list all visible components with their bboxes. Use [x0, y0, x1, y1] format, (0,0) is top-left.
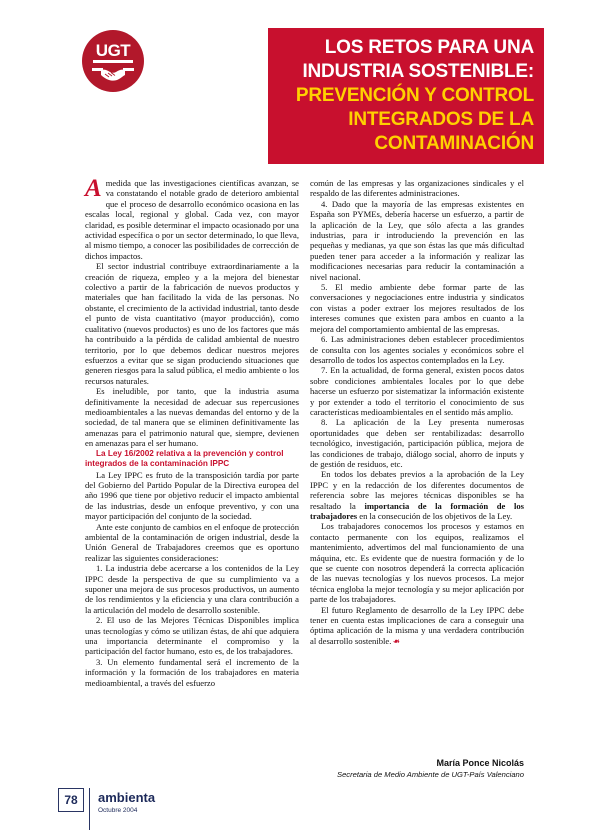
page-number: 78: [58, 788, 84, 812]
article-title-banner: [268, 28, 544, 164]
paragraph-final: [310, 605, 524, 648]
paragraph-text-after: en la consecución de los objetivos de la Ley.: [357, 511, 513, 521]
ugt-logo-acronym: UGT: [95, 41, 131, 60]
right-column: [310, 178, 524, 647]
handshake-icon: [92, 64, 134, 84]
ugt-logo-bar: [93, 60, 133, 63]
list-item: 3. Un elemento fundamental será el incremento de la información y la formación de los trabajadores en materia medioambiental, a través del esfuerzo: [85, 656, 299, 688]
footer-divider: [89, 788, 90, 830]
title-line-4: INTEGRADOS DE LA: [348, 109, 534, 130]
left-column: [85, 175, 299, 688]
emphasis-text: importancia de la formación de los trabajadores: [310, 500, 524, 521]
list-item: 6. Las administraciones deben establecer procedimientos de consulta con los agentes sociales y económicos sobre el desarrollo de todos los aspectos contemplados en la Ley.: [310, 334, 524, 365]
paragraph: Es ineludible, por tanto, que la industria asuma definitivamente la necesidad de adecuar sus repercusiones medioambientales a las nuevas demandas del entorno y de la sociedad, de tal manera que se eliminen definitivamente las amenazas para el patrimonio natural que, siempre, devienen en amenazas para el ser humano.: [85, 386, 299, 449]
list-item: 2. El uso de las Mejores Técnicas Disponibles implica unas tecnologías y cómo se utilizan éstas, de ahí que adquiera una importancia determinante el compromiso y la participación del factor humano, esto es, de los trabajadores.: [85, 615, 299, 657]
list-item: 8. La aplicación de la Ley presenta numerosas oportunidades que deben ser rentabilizadas: desarrollo tecnológico, investigación, participación pública, mejora de las condiciones de trabajo, diálogo social, ahorro de inputs y de gestión de residuos, etc.: [310, 417, 524, 469]
title-line-2: INDUSTRIA SOSTENIBLE:: [302, 61, 534, 82]
paragraph-with-emphasis: [310, 469, 524, 521]
paragraph-text-before: En todos los debates previos a la aprobación de la Ley IPPC y en la redacción de los diferentes documentos de referencia sobre las mejores técnicas disponibles se ha resaltado la: [310, 469, 524, 511]
author-role: Secretaria de Medio Ambiente de UGT-País Valenciano: [337, 770, 524, 779]
paragraph: La Ley IPPC es fruto de la transposición tardía por parte del Gobierno del Partido Popular de la Directiva europea del año 1996 que tiene por objetivo reducir el impacto ambiental de las industrias, desde un enfoque preventivo, y con una mayor participación del conjunto de la sociedad.: [85, 469, 299, 522]
footer-publication-info: [98, 788, 155, 814]
list-item: 1. La industria debe acercarse a los contenidos de la Ley IPPC desde la perspectiva de que su cumplimiento va a suponer una mejora de sus procesos productivos, un aumento de los rendimientos y la eficiencia y una clara contribución a la articulación del modelo de desarrollo sostenible.: [85, 563, 299, 615]
title-line-1: LOS RETOS PARA UNA: [324, 37, 534, 58]
page-header: [0, 0, 608, 180]
ugt-logo: [82, 30, 144, 92]
page-footer: [58, 788, 155, 830]
paragraph: Amedida que las investigaciones científicas avanzan, se va constatando el notable grado de deterioro ambiental que el proceso de desarrollo económico ocasiona en las escalas local, regional y global. Cada vez, con mayor claridad, es posible determinar el impacto ocasionado por una actividad específica o por un sector determinado, lo que lleva, al mismo tiempo, a conocer las posibilidades de corrección de dichos impactos.: [85, 175, 299, 261]
title-line-3: PREVENCIÓN Y CONTROL: [295, 85, 534, 106]
publication-date: Octubre 2004: [98, 807, 138, 814]
paragraph: común de las empresas y las organizaciones sindicales y el respaldo de las diferentes administraciones.: [310, 178, 524, 199]
paragraph-text: El futuro Reglamento de desarrollo de la Ley IPPC debe tener en cuenta estas implicaciones de cara a conseguir una óptima aplicación de la misma y una verdadera contribución al desarrollo sostenible.: [310, 604, 524, 646]
title-line-5: CONTAMINACIÓN: [374, 133, 534, 154]
end-of-article-icon: ❧: [393, 636, 401, 646]
publication-name: ambienta: [98, 790, 156, 805]
author-name: María Ponce Nicolás: [436, 758, 524, 768]
author-signature: [310, 758, 524, 779]
paragraph: Ante este conjunto de cambios en el enfoque de protección ambiental de la contaminación de origen industrial, desde la Unión General de Trabajadores creemos que es oportuno realizar las siguientes consideraciones:: [85, 521, 299, 563]
article-body: [0, 175, 608, 778]
list-item: 7. En la actualidad, de forma general, existen pocos datos sobre condiciones ambientales locales por lo que debe hacerse un esfuerzo por sistematizar la información existente y por extender a todo el territorio el conocimiento de sus características medioambientales en el sentido más amplio.: [310, 365, 524, 417]
list-item: 4. Dado que la mayoría de las empresas existentes en España son PYMEs, debería hacerse un esfuerzo, a partir de la aplicación de la Ley, que sólo afecta a las grandes industrias, para ir introduciendo la prevención en las pequeñas y medianas, ya que son éstas las que más dificultad pueden tener para acceder a la información y realizar las modificaciones necesarias para reducir la contaminación a nivel nacional.: [310, 198, 524, 282]
paragraph: El sector industrial contribuye extraordinariamente a la creación de riqueza, empleo y a la mejora del bienestar colectivo a partir de la fabricación de nuevos productos y materiales que han facilitado la vida de las personas. No obstante, el crecimiento de la actividad industrial, tanto desde el punto de vista cuantitativo (mayor producción), como cualitativo (nuevos productos) es uno de los factores que más ha contribuido a la pérdida de calidad ambiental de nuestro territorio, por lo que debemos dedicar nuestros mejores esfuerzos a evitar que se sigan produciendo situaciones que generen riesgos para la salud pública, el medio ambiente o los recursos naturales.: [85, 261, 299, 386]
paragraph: Los trabajadores conocemos los procesos y estamos en contacto permanente con los equipos, realizamos el mantenimiento, advertimos del mal funcionamiento de una máquina, etc. Es evidente que de nuestra formación y de lo que se cuente con nosotros dependerá la correcta aplicación de las nuevas tecnologías y los nuevos procesos. La mejor técnica engloba la mejor tecnología y su mejor aplicación por parte de los trabajadores.: [310, 521, 524, 605]
section-subheading: La Ley 16/2002 relativa a la prevención y control integrados de la contaminación IPPC: [85, 448, 284, 469]
list-item: 5. El medio ambiente debe formar parte de las conversaciones y negociaciones entre industria y sindicatos con vistas a poder extraer los mejores resultados de los intereses comunes que existen para ambos en cuanto a la mejora del comportamiento ambiental de las empresas.: [310, 282, 524, 334]
